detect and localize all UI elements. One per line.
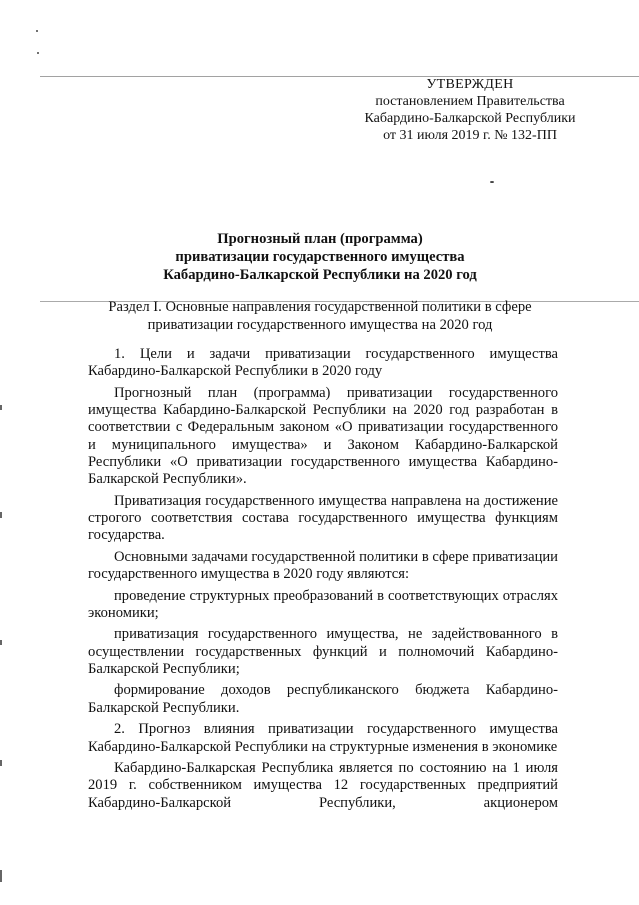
section-heading-line: приватизации государственного имущества на 2020 год bbox=[147, 317, 493, 333]
paragraph-goals-heading: 1. Цели и задачи приватизации государственного имущества Кабардино-Балкарской Республики в 2020 году bbox=[88, 346, 558, 380]
paragraph-ownership: Кабардино-Балкарская Республика является по состоянию на 1 июля 2019 г. собственником имущества 12 государственных предприятий Кабардино-Балкарской Республики, акционером bbox=[88, 760, 558, 811]
scan-dot bbox=[490, 181, 494, 183]
section-heading-line: Раздел I. Основные направления государственной политики в сфере bbox=[108, 299, 532, 315]
approval-date-number: от 31 июля 2019 г. № 132-ПП bbox=[383, 128, 557, 143]
approval-heading: УТВЕРЖДЕН bbox=[426, 77, 514, 92]
title-line: приватизации государственного имущества bbox=[175, 249, 465, 265]
scan-edge-mark bbox=[0, 405, 2, 410]
approval-line: постановлением Правительства bbox=[375, 94, 565, 109]
paragraph-task-item: проведение структурных преобразований в соответствующих отраслях экономики; bbox=[88, 587, 558, 621]
paragraph-forecast-heading: 2. Прогноз влияния приватизации государственного имущества Кабардино-Балкарской Республики на структурные изменения в экономике bbox=[88, 721, 558, 755]
approval-line: Кабардино-Балкарской Республики bbox=[364, 111, 576, 126]
paragraph-main-tasks: Основными задачами государственной политики в сфере приватизации государственного имущества в 2020 году являются: bbox=[88, 548, 558, 583]
scan-dot bbox=[37, 52, 39, 54]
title-line: Кабардино-Балкарской Республики на 2020 год bbox=[163, 267, 477, 283]
scan-edge-mark bbox=[0, 640, 2, 645]
approval-block bbox=[330, 76, 610, 144]
scan-edge-mark bbox=[0, 760, 2, 766]
scan-edge-mark bbox=[0, 870, 2, 882]
scan-dot bbox=[36, 30, 38, 32]
section-heading bbox=[80, 298, 560, 334]
document-title bbox=[90, 230, 550, 284]
title-line: Прогнозный план (программа) bbox=[217, 231, 423, 247]
paragraph-task-item: формирование доходов республиканского бюджета Кабардино-Балкарской Республики. bbox=[88, 682, 558, 716]
document-body bbox=[88, 346, 558, 816]
paragraph-task-item: приватизация государственного имущества, не задействованного в осуществлении государственных функций и полномочий Кабардино-Балкарской Республики; bbox=[88, 626, 558, 677]
scan-edge-mark bbox=[0, 512, 2, 518]
paragraph-privatization-aim: Приватизация государственного имущества направлена на достижение строгого соответствия состава государственного имущества функциям государства. bbox=[88, 492, 558, 544]
paragraph-plan-basis: Прогнозный план (программа) приватизации государственного имущества Кабардино-Балкарской Республики на 2020 год разработан в соответствии с Федеральным законом «О приватизации государственного и муниципального имущества» и Законом Кабардино-Балкарской Республики «О приватизации государственного имущества Кабардино-Балкарской Республики». bbox=[88, 384, 558, 488]
